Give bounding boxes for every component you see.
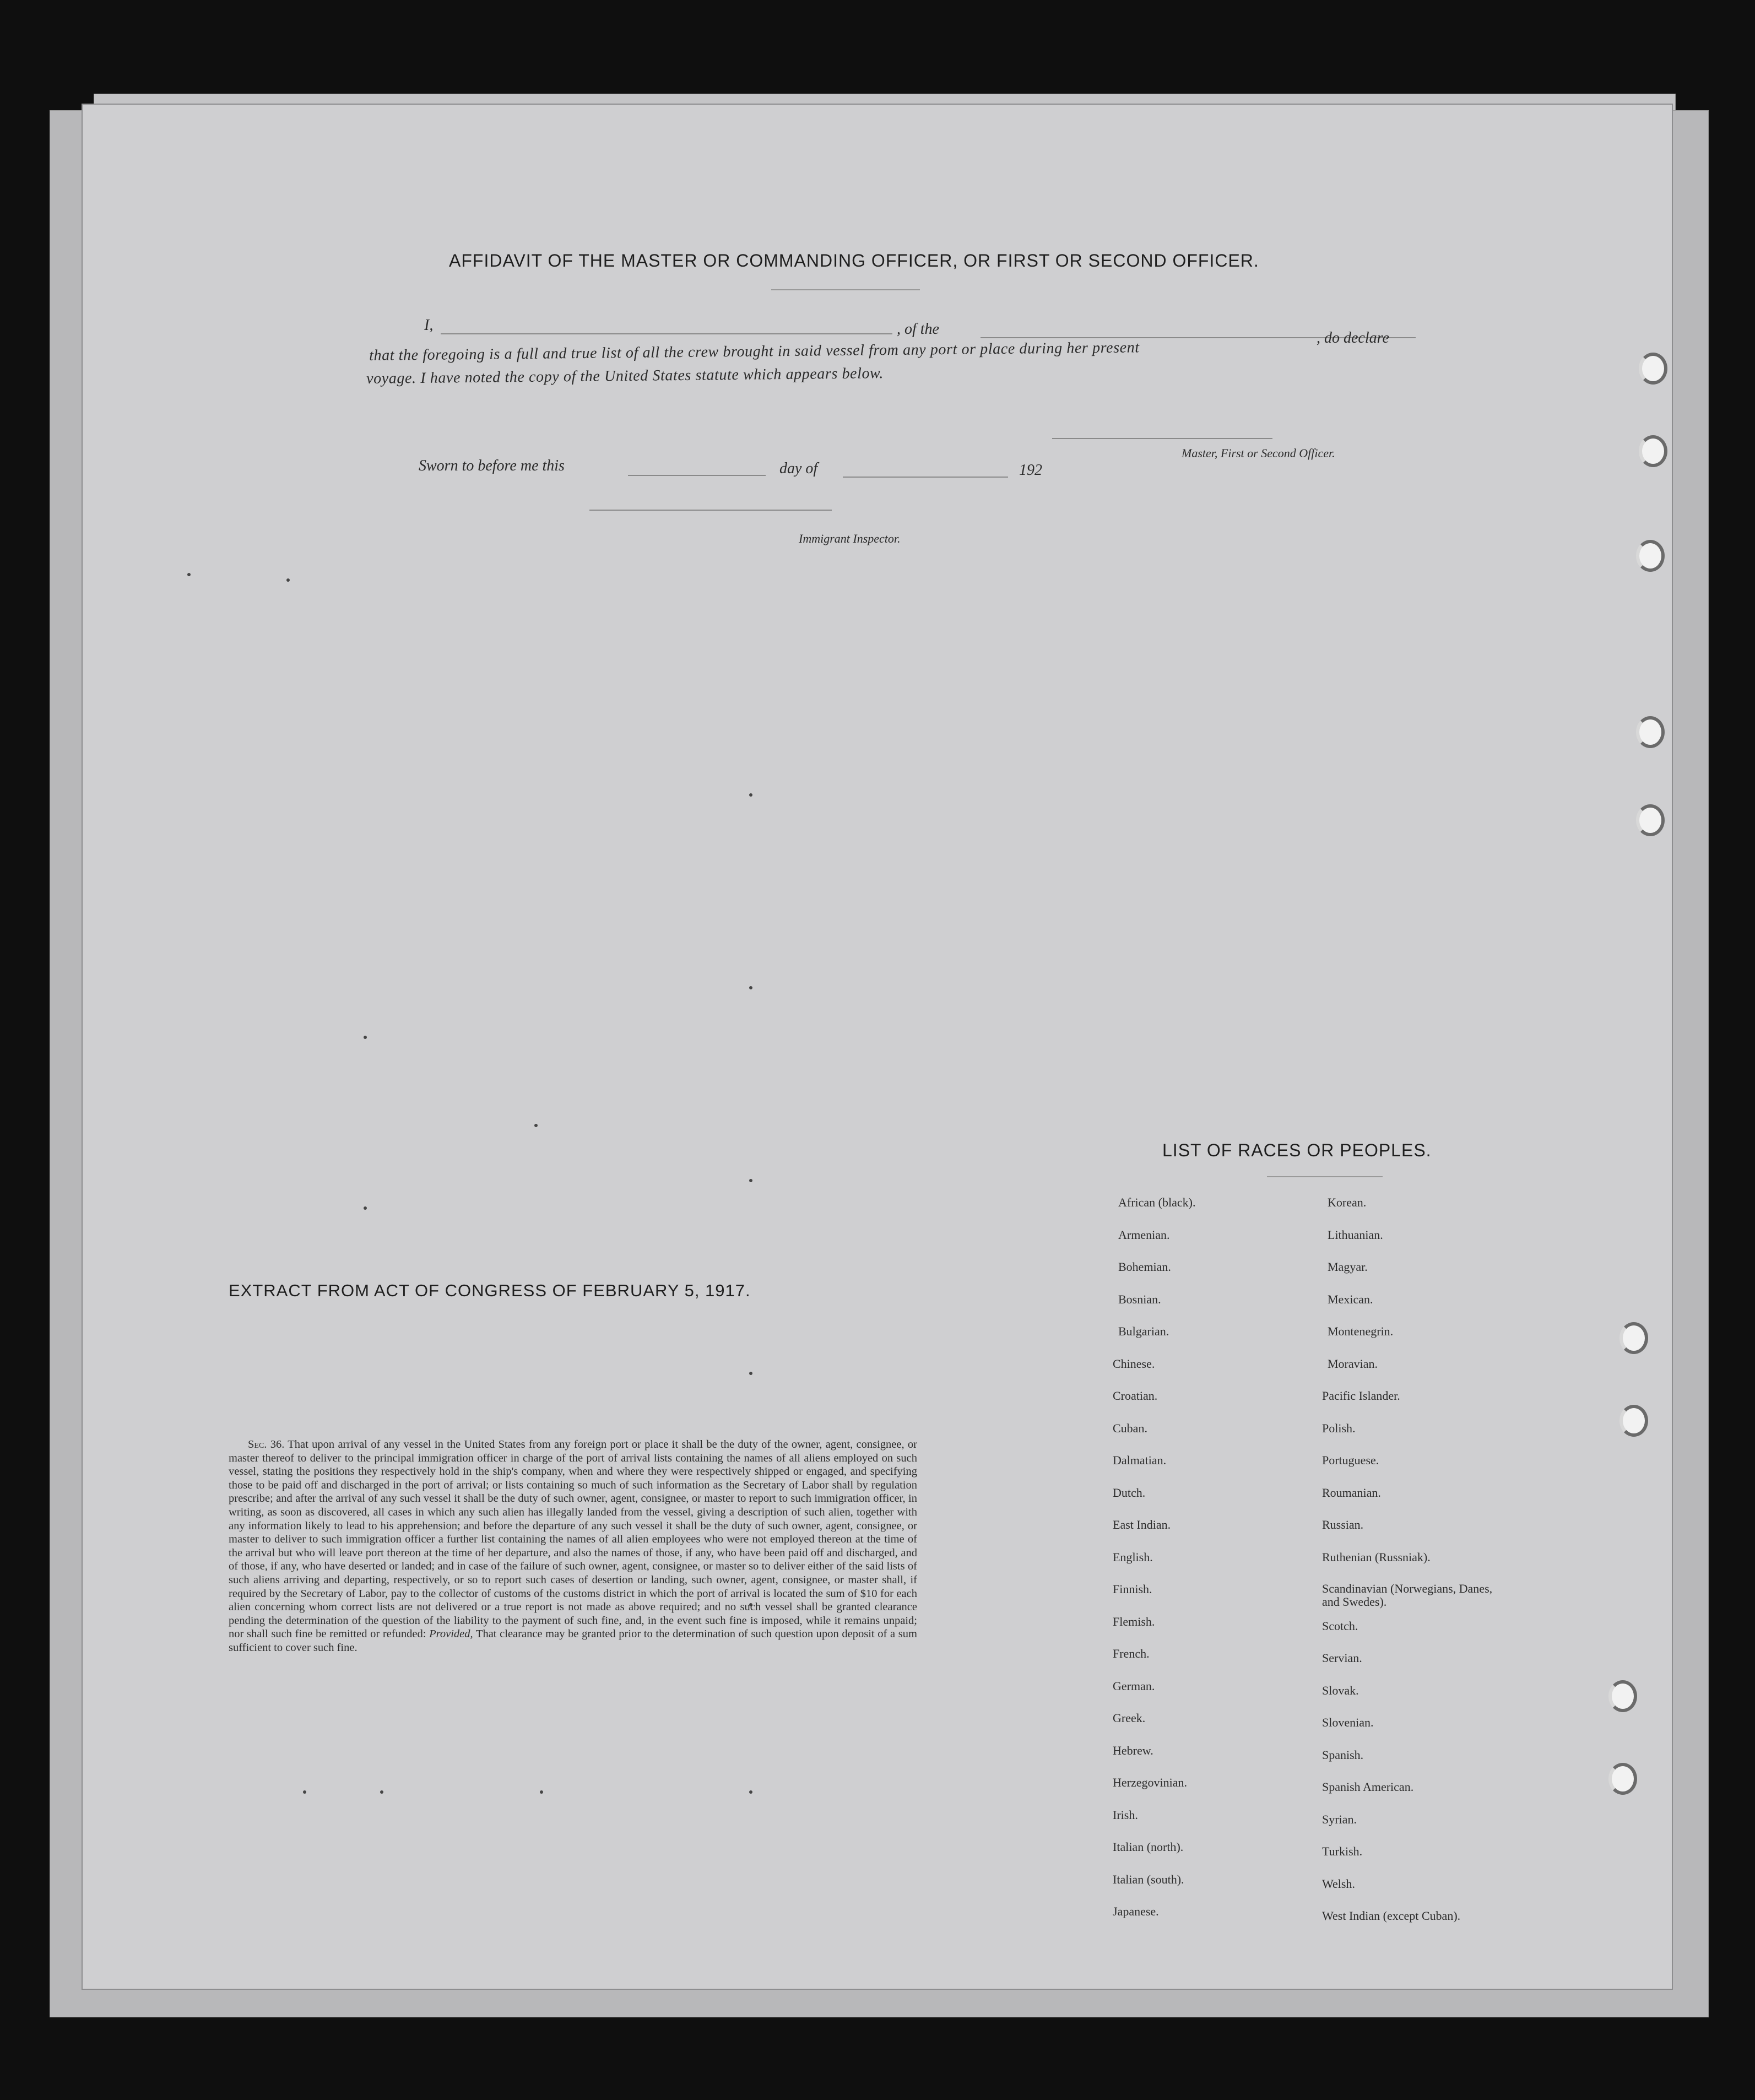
race-item: Italian (north). xyxy=(1113,1840,1184,1854)
race-item: English. xyxy=(1113,1550,1153,1564)
do-declare-label: , do declare xyxy=(1317,329,1389,347)
races-title: LIST OF RACES OR PEOPLES. xyxy=(1162,1140,1432,1160)
race-item: Moravian. xyxy=(1328,1357,1378,1371)
binder-hole xyxy=(1608,1763,1637,1795)
of-the-label: , of the xyxy=(897,321,939,338)
dot-mark xyxy=(540,1790,543,1794)
race-item: Dalmatian. xyxy=(1113,1453,1167,1467)
race-item: Bulgarian. xyxy=(1118,1324,1169,1338)
race-item: Bohemian. xyxy=(1118,1260,1171,1274)
race-item: Bosnian. xyxy=(1118,1292,1161,1306)
race-item: Flemish. xyxy=(1113,1615,1155,1628)
race-item: Spanish American. xyxy=(1322,1780,1414,1794)
race-item: Slovak. xyxy=(1322,1684,1359,1697)
binder-hole xyxy=(1636,716,1665,748)
race-item: Syrian. xyxy=(1322,1812,1357,1826)
race-item: Spanish. xyxy=(1322,1748,1364,1762)
race-item: Dutch. xyxy=(1113,1486,1146,1500)
race-item: Portuguese. xyxy=(1322,1453,1379,1467)
declaration-line-2: that the foregoing is a full and true list of all the crew brought in said vessel from any port or place during her present xyxy=(369,339,1140,364)
statute-text-part1: That upon arrival of any vessel in the United States from any foreign port or place it shall be the duty of the owner, agent, consignee, or master thereof to deliver to the principal immigration officer in charge of the port of arrival lists containing the names of all aliens employed on such vessel, stating the positions they respectively hold in the ship's company, when and where they were respectively shipped or engaged, and specifying those to be paid off and discharged in the port of arrival; or lists containing so much of such information as the Secretary of Labor shall by regulation prescribe; and after the arrival of any such vessel it shall be the duty of such owner, agent, consignee, or master to report to such immigration officer, in writing, as soon as discovered, all cases in which any such alien has illegally landed from the vessel, giving a description of such alien, together with any information likely to lead to his apprehension; and before the departure of any such vessel it shall be the duty of such owner, agent, consignee, or master to deliver to such immigration officer a further list containing the names of all alien employees who were not employed thereon at the time of the arrival but who will leave port thereon at the time of her departure, and also the names of those, if any, who have been paid off and discharged, and of those, if any, who have deserted or landed; and in case of the failure of such owner, agent, consignee, or master so to deliver either of the said lists of such aliens arriving and departing, respectively, or so to report such cases of desertion or landing, such owner, agent, consignee, or master shall, if required by the Secretary of Labor, pay to the collector of customs of the customs district in which the port of arrival is located the sum of $10 for each alien concerning whom correct lists are not delivered or a true report is not made as above required; and no such vessel shall be granted clearance pending the determination of the question of the liability to the payment of such fine, and, in the event such fine is imposed, while it remains unpaid; nor shall such fine be remitted or refunded: xyxy=(229,1438,917,1641)
race-item: Lithuanian. xyxy=(1328,1228,1383,1242)
race-item: Montenegrin. xyxy=(1328,1324,1394,1338)
title-underline xyxy=(771,289,920,290)
binder-hole xyxy=(1608,1680,1637,1712)
race-item: Welsh. xyxy=(1322,1877,1355,1891)
race-item: Armenian. xyxy=(1118,1228,1170,1242)
race-item: African (black). xyxy=(1118,1195,1196,1209)
races-title-underline xyxy=(1267,1176,1383,1177)
race-item: Servian. xyxy=(1322,1651,1362,1665)
inspector-label: Immigrant Inspector. xyxy=(799,532,901,545)
race-item: Scandinavian (Norwegians, Danes, and Swedes). xyxy=(1322,1582,1493,1609)
race-item: Japanese. xyxy=(1113,1904,1159,1918)
sworn-month-field[interactable] xyxy=(843,477,1008,478)
race-item: Chinese. xyxy=(1113,1357,1155,1371)
race-item: Magyar. xyxy=(1328,1260,1368,1274)
race-item: West Indian (except Cuban). xyxy=(1322,1909,1461,1923)
statute-text-part2: That clearance may be granted prior to the determination of such question upon deposit of a sum sufficient to cover such fine. xyxy=(229,1628,917,1654)
dot-mark xyxy=(749,1790,752,1794)
dot-mark xyxy=(364,1206,367,1210)
binder-hole xyxy=(1636,804,1665,836)
race-item: Croatian. xyxy=(1113,1389,1158,1403)
affidavit-title: AFFIDAVIT OF THE MASTER OR COMMANDING OFFICER, OR FIRST OR SECOND OFFICER. xyxy=(449,251,1259,270)
extract-title: EXTRACT FROM ACT OF CONGRESS OF FEBRUARY 5, 1917. xyxy=(229,1281,751,1300)
master-signature-label: Master, First or Second Officer. xyxy=(1182,446,1335,460)
race-item: Slovenian. xyxy=(1322,1715,1374,1729)
race-item: Mexican. xyxy=(1328,1292,1373,1306)
declaration-line-3: voyage. I have noted the copy of the United States statute which appears below. xyxy=(366,365,884,387)
dot-mark xyxy=(749,986,752,989)
race-item: Pacific Islander. xyxy=(1322,1389,1400,1403)
race-item: French. xyxy=(1113,1647,1150,1660)
race-item: Herzegovinian. xyxy=(1113,1776,1187,1789)
race-item: Greek. xyxy=(1113,1711,1146,1725)
dot-mark xyxy=(380,1790,383,1794)
binder-hole xyxy=(1639,353,1667,385)
dot-mark xyxy=(286,578,290,582)
statute-text xyxy=(229,1438,917,1655)
dot-mark xyxy=(303,1790,306,1794)
binder-hole xyxy=(1619,1405,1648,1437)
declarant-name-field[interactable] xyxy=(441,333,892,334)
day-of-label: day of xyxy=(779,460,818,477)
dot-mark xyxy=(534,1124,538,1127)
race-item: Korean. xyxy=(1328,1195,1367,1209)
master-signature-field[interactable] xyxy=(1052,438,1272,439)
sworn-day-field[interactable] xyxy=(628,475,766,476)
race-item: Italian (south). xyxy=(1113,1872,1184,1886)
dot-mark xyxy=(749,1179,752,1182)
dot-mark xyxy=(749,1372,752,1375)
race-item: Ruthenian (Russniak). xyxy=(1322,1550,1431,1564)
dot-mark xyxy=(187,573,191,576)
race-item: East Indian. xyxy=(1113,1518,1171,1531)
dot-mark xyxy=(364,1036,367,1039)
race-item: Polish. xyxy=(1322,1421,1356,1435)
year-prefix: 192 xyxy=(1019,462,1042,479)
section-label: Sec. 36. xyxy=(248,1438,285,1450)
race-item: Scotch. xyxy=(1322,1619,1358,1633)
race-item: German. xyxy=(1113,1679,1155,1693)
sworn-label: Sworn to before me this xyxy=(419,457,565,474)
race-item: Cuban. xyxy=(1113,1421,1147,1435)
race-item: Irish. xyxy=(1113,1808,1138,1822)
race-item: Russian. xyxy=(1322,1518,1364,1531)
dot-mark xyxy=(749,793,752,797)
race-item: Turkish. xyxy=(1322,1844,1363,1858)
race-item: Roumanian. xyxy=(1322,1486,1381,1500)
inspector-signature-field[interactable] xyxy=(589,510,832,511)
binder-hole xyxy=(1636,540,1665,572)
provided-label: Provided, xyxy=(429,1628,473,1641)
declarant-prefix: I, xyxy=(424,317,434,334)
race-item: Finnish. xyxy=(1113,1582,1152,1596)
binder-hole xyxy=(1639,435,1667,467)
crew-list-form-back-page xyxy=(83,105,1672,1989)
race-item: Hebrew. xyxy=(1113,1744,1153,1757)
binder-hole xyxy=(1619,1322,1648,1354)
